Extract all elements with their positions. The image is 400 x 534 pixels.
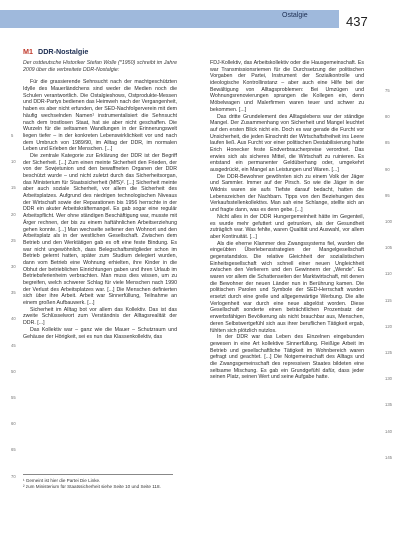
line-number: 40 (11, 316, 16, 322)
line-number: 130 (385, 376, 392, 382)
line-number: 75 (385, 88, 390, 93)
line-number: 80 (385, 114, 390, 120)
section-marker: M1 (23, 47, 33, 56)
body-paragraph: Das dritte Grundelement des Alltagslebens war der ständige Mangel. Der Zusammenhang von Sicherheit und Mangel leuchtet auf den ersten Blick nicht ein. Doch es war gerade die Furcht vor Unsicherheit, die jeden Einschnitt der Wirtschaftsfreiheit ins Leere laufen ließ. Aus Furcht vor einer politischen Destabilisierung hatte Erich Honecker feste Endverbraucherpreise verordnet. Das erwies sich als sicheres Mittel, die Wirtschaft zu ruinieren. Es entstand ein permanenter Geldüberhang oder, umgekehrt ausgedrückt, ein Mangel an Leistungen und Waren. [...] (210, 113, 364, 173)
line-number: 100 (385, 219, 392, 224)
line-number: 65 (11, 447, 16, 453)
line-number: 10 (11, 159, 16, 165)
line-number: 25 (11, 237, 16, 243)
running-head: Ostalgie (282, 12, 308, 19)
body-paragraph: Als die eherne Klammer des Zwangssystems fiel, wurden die eingeübten Überlebensstrategien der Mangelgesellschaft gegenstandslos. Die relative Gleichheit der sozialistischen Einheitsgesellschaft wich schnell einer neuen Ungleichheit zwischen den Verlierern und den Gewinnern der „Wende“. Es waren vor allem die Schattenseiten der Marktwirtschaft, mit denen die Bewohner der neuen Länder nun in Berührung kamen. Die politischen Parolen und Symbole der SED-Herrschaft wurden ersetzt durch eine grelle und allgegenwärtige Werbung. Die alte Verlogenheit war durch eine neue abgelöst worden. Diese Gesellschaft sonderte einen beträchtlichen Prozentsatz der erwerbsfähigen Bevölkerung als nicht brauchbar aus, Menschen, deren Selbstwertgefühl sich aus ihrer beruflichen Tätigkeit ergab, fühlten sich plötzlich nutzlos. (210, 240, 364, 334)
body-paragraph: Die zentrale Kategorie zur Erklärung der DDR ist der Begriff der Sicherheit. [...] Zum einen meinte Sicherheit den Frieden, der von der Sowjetunion und den bewaffneten Organen der DDR beschützt wurde – und nicht zuletzt durch das Sicherheitsorgan, das Ministerium für Staatssicherheit (MfS)². [...] Sicherheit meinte aber auch soziale Sicherheit, vor allem die Sicherheit des Arbeitsplatzes. Aufgrund des niedrigen technologischen Niveaus der Wirtschaft sowie der Reparationen bis 1956 herrschte in der DDR ein akuter Arbeitskräftemangel. Es gab sogar eine regulär Arbeitspflicht. Wer ohne ständigen Beschäftigung war, musste mit Ärger rechnen, der bis zu einem haftähnlichen Arbeitserziehung gehen konnte. [...] Man wechselte seltener den Wohnort und den Arbeitsplatz als in der westlichen Gesellschaft. Zwischen dem Betrieb und den Werktätigen gab es oft eine feste Bindung. Es war nicht ungewöhnlich, dass Belegschaftsmitglieder schon im Betrieb gelernt hatten, später zum Studium delegiert wurden, dann vom Betrieb eine Wohnung erhielten, ihre Kinder in die Obhut der betrieblichen Einrichtungen gaben und ihren Urlaub im Betriebsferienheim verbrachten. Man muss dies wissen, um zu begreifen, welch schwerer Schlag für viele Menschen nach 1990 der Verlust des Arbeitsplatzes war. [...] Die Menschen definierten sich über ihre Arbeit. Arbeit war Sinnerfüllung, Teilnahme an einem großen Aufbauwerk. [...] (23, 152, 177, 307)
line-number: 105 (385, 245, 392, 251)
line-number: 110 (385, 271, 392, 277)
line-number: 15 (11, 185, 16, 191)
body-paragraph: Nicht alles in der DDR Hungergemeinheit hätte im Gegenteil, es wurde mehr gefuttert und getrunken, als der Gesundheit zuträglich war. Was fehlte, waren Qualität und Auswahl, vor allem aber Kontinuität. [...] (210, 213, 364, 240)
line-number: 95 (385, 192, 390, 198)
body-paragraph: Die DDR-Bewohner gewöhnten sich zu einem Volk der Jäger und Sammler. Immer auf der Pirsch. So wie die Jäger in der Wildnis waren sie aufs Tiefste darauf bedacht, hatten die Lebenszeichen der Nachbarn. Tipps von den Beziehungen des Verkaufsstellenkollektivs. Man sah eine Schlange, stellte sich an und fragte dann, was es denn gebe. [...] (210, 173, 364, 214)
section-title: DDR-Nostalgie (38, 47, 89, 56)
line-number: 135 (385, 402, 392, 408)
footnote: ¹ Gemeint ist hier die Partei Die Linke. (23, 478, 101, 483)
body-paragraph: FDJ-Kollektiv, das Arbeitskollektiv oder die Hausgemeinschaft. Es war Transmissionsriemen für die Durchsetzung der politischen Vorgaben der Partei, Instrument der Sozialkontrolle und ideologische Kontrollinstanz – aber auch eine Hilfe bei der Bewältigung von Alltagsproblemen: Bei Umzügen und Wohnungsrenovierungen sprangen die Kollegen ein, denn Möbelwagen und Malerfirmen waren teuer und schwer zu bekommen. [...] (210, 60, 364, 113)
line-number: 120 (385, 323, 392, 329)
line-number: 35 (11, 290, 16, 296)
line-number: 60 (11, 421, 16, 427)
right-column (210, 60, 364, 381)
line-number: 20 (11, 211, 16, 217)
body-paragraph: Sicherheit im Alltag bot vor allem das Kollektiv. Das ist das zweite Schlüsselwort zum Verständnis der Alltagsrealität der DDR. [...] (23, 306, 177, 327)
line-number: 140 (385, 428, 392, 434)
line-number: 115 (385, 297, 392, 303)
section-heading (23, 47, 88, 56)
watermark (183, 175, 211, 385)
body-paragraph: In der DDR war das Leben des Einzelnen eingebunden gewesen in eine Art kollektive Sinnerfüllung. Fleißige Arbeit im Betrieb und gesellschaftliche Tätigkeit im Wohnbereich waren gefragt und geachtet. [...] Die Notgemeinschaft des Alltags und die Zwangsgemeinschaft des repressiven Staates bildeten eine seltsame Mischung. Es gab ein Grundgefühl dafür, dass jeder seinen Platz, seinen Wert und seine Aufgabe hatte. (210, 334, 364, 381)
intro-paragraph: Der ostdeutsche Historiker Stefan Wolle (*1950) schreibt im Jahre 2009 über die verbreitete DDR-Nostalgie: (23, 60, 177, 73)
line-number: 45 (11, 342, 16, 348)
body-paragraph: Das Kollektiv war – ganz wie die Mauer – Schutzraum und Gehäuse der Hörigkeit, sei es nun das Klassenkollektiv, das (23, 326, 177, 340)
line-number: 55 (11, 395, 16, 400)
line-number: 50 (11, 368, 16, 374)
body-paragraph: Für die grassierende Sehnsucht nach der machtgeschützten Idylle des Mauerländchens sind weder die Medien noch die Schulen verantwortlich. Die Ostalgieshows, Ostprodukte-Messen und DDR-Partys bedienen das Heimweh nach der Vergangenheit, haben es aber nicht erfunden, der SED-Nachfolgerverein mit dem häufig wechselnden Namen¹ instrumentalisiert die Sehnsucht nach dem trostlosen Staat, hat sie aber nicht geschaffen. Die Wurzeln für die seltsamen Wandlungen in der Erinnerungswelt liegen tiefer – in der konkreten Lebenswirklichkeit vor und nach dem Umbruch von 1989/90, im Alltag der DDR, im normalen Leben und Erleben der Menschen. [...] (23, 79, 177, 153)
footnote: ² zum Ministerium für Staatssicherheit siehe Seite 10 und Seite 118. (23, 483, 161, 489)
line-number: 90 (385, 166, 390, 172)
line-number: 30 (11, 264, 16, 269)
line-number: 125 (385, 350, 392, 355)
line-number: 70 (11, 473, 16, 479)
footnotes (23, 474, 173, 490)
left-column (23, 60, 177, 340)
line-number: 5 (11, 133, 14, 138)
line-number: 85 (385, 140, 390, 146)
line-number: 145 (385, 454, 392, 460)
page-number: 437 (346, 14, 368, 29)
